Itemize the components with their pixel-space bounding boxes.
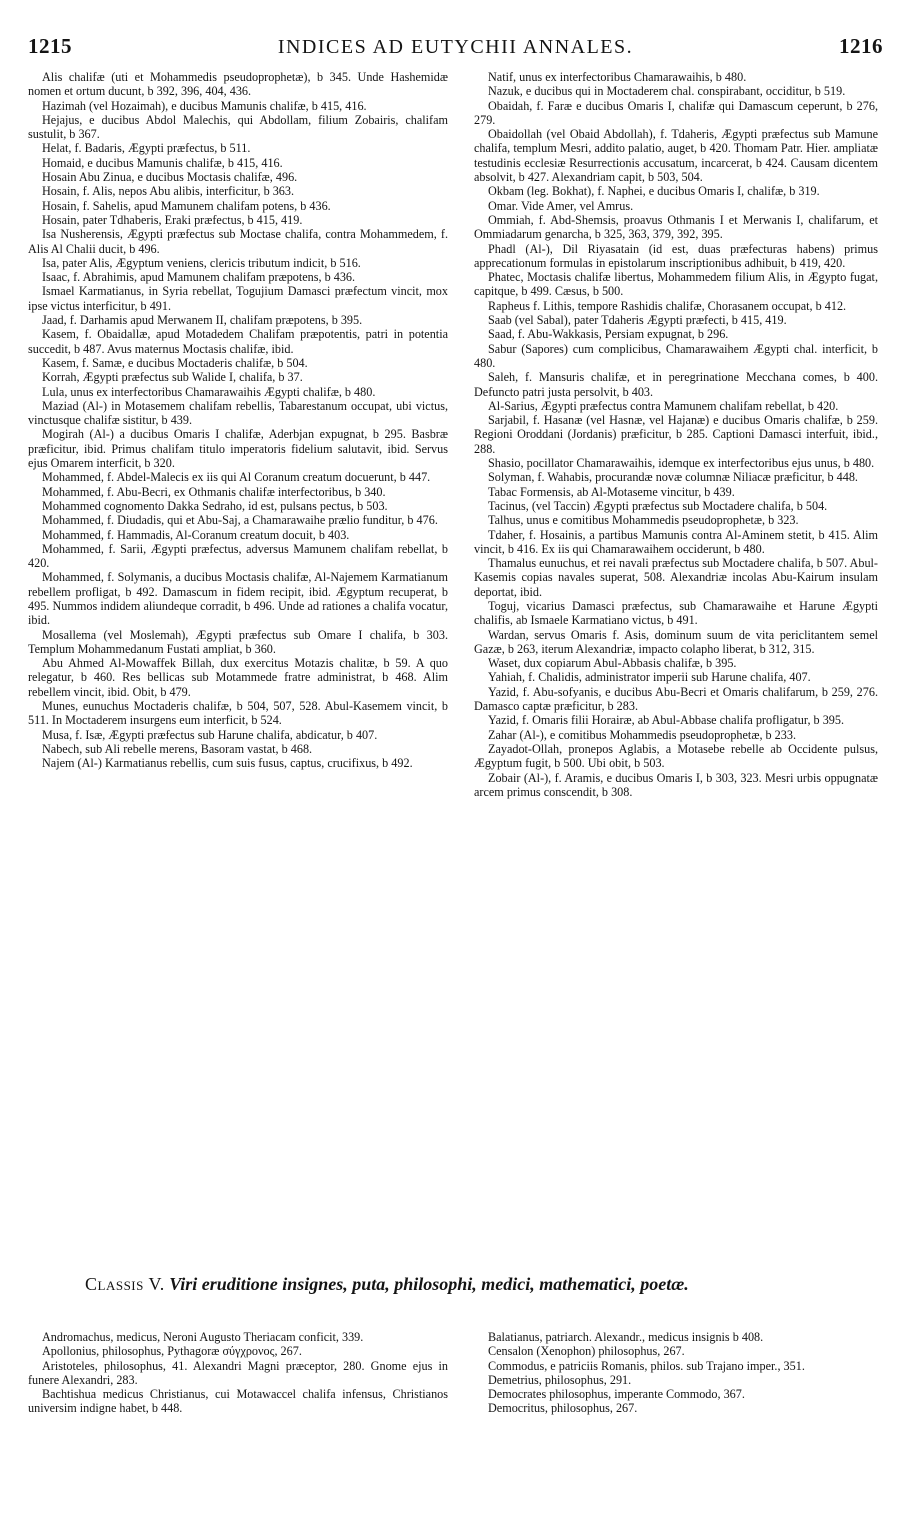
index-entry: Wardan, servus Omaris f. Asis, dominum suum de vita periclitantem semel Gazæ, b 263, iterum Alexandriæ, impacto colapho liberat, b 312, 315.	[474, 627, 878, 656]
index-entry: Jaad, f. Darhamis apud Merwanem II, chalifam præpotens, b 395.	[42, 313, 363, 328]
index-entry: Mohammed, f. Diudadis, qui et Abu-Saj, a Chamarawaihe prælio funditur, b 476.	[42, 513, 438, 528]
index-entry: Natif, unus ex interfectoribus Chamarawaihis, b 480.	[488, 70, 747, 84]
section-class-label: Classis V.	[85, 1274, 165, 1294]
index-entry: Hosain Abu Zinua, e ducibus Moctasis chalifæ, 496.	[42, 170, 298, 185]
index-entry: Abu Ahmed Al-Mowaffek Billah, dux exercitus Motazis chalitæ, b 59. A quo relegatur, b 460. Res bellicas sub Motammede fratre administrat, b 468. Alim rebellem vincit, ibid. Obit, b 479.	[28, 656, 448, 699]
index-entry: Mohammed, f. Abdel-Malecis ex iis qui Al Coranum creatum docuerunt, b 447.	[42, 470, 431, 485]
index-entry: Kasem, f. Obaidallæ, apud Motadedem Chalifam præpotentis, patri in potentia succedit, b 487. Avus maternus Moctasis chalifæ, ibid.	[28, 327, 448, 356]
running-title: INDICES AD EUTYCHII ANNALES.	[277, 36, 634, 58]
index-entry: Obaidollah (vel Obaid Abdollah), f. Tdaheris, Ægypti præfectus sub Mamune chalifa, templum Mesri, addito palatio, auget, b 420. Thomam Patr. Hier. ampliatæ testudinis ecclesiæ Resurrectionis accusatum, incarcerat, b 424. Causam dicentem absolvit, b 427. Alexandriam capit, b 503, 504.	[474, 127, 878, 185]
index-entry: Hejajus, e ducibus Abdol Malechis, qui Abdollam, filium Zobairis, chalifam sustulit, b 367.	[28, 112, 448, 142]
index-entry: Andromachus, medicus, Neroni Augusto Theriacam conficit, 339.	[42, 1330, 364, 1344]
index-entry: Yazid, f. Omaris filii Horairæ, ab Abul-Abbase chalifa profligatur, b 395.	[488, 713, 845, 728]
index-entry: Sabur (Sapores) cum complicibus, Chamarawaihem Ægypti chal. interficit, b 480.	[474, 341, 878, 370]
index-entry: Lula, unus ex interfectoribus Chamarawaihis Ægypti chalifæ, b 480.	[42, 384, 376, 399]
index-entry: Omar. Vide Amer, vel Amrus.	[488, 198, 634, 213]
index-entry: Hazimah (vel Hozaimah), e ducibus Mamunis chalifæ, b 415, 416.	[42, 98, 367, 113]
index-entry: Rapheus f. Lithis, tempore Rashidis chalifæ, Chorasanem occupat, b 412.	[488, 298, 847, 313]
index-entry: Democrates philosophus, imperante Commodo, 367.	[488, 1387, 745, 1402]
index-entry: Yahiah, f. Chalidis, administrator imperii sub Harune chalifa, 407.	[488, 670, 811, 685]
index-entry: Toguj, vicarius Damasci præfectus, sub Chamarawaihe et Harune Ægypti chalifis, ab Ismaele Karmatiano victus, b 491.	[474, 598, 878, 628]
index-entry: Ommiah, f. Abd-Shemsis, proavus Othmanis I et Merwanis I, chalifarum, et Ommiadarum genarcha, b 325, 363, 379, 392, 395.	[474, 212, 878, 242]
index-entry: Isa Nusherensis, Ægypti præfectus sub Moctase chalifa, contra Mohammedem, f. Alis Al Chalii ducit, b 496.	[28, 227, 448, 256]
index-entry: Homaid, e ducibus Mamunis chalifæ, b 415, 416.	[42, 155, 283, 170]
index-entry: Najem (Al-) Karmatianus rebellis, cum suis fusus, captus, crucifixus, b 492.	[42, 756, 413, 771]
index-entry: Sarjabil, f. Hasanæ (vel Hasnæ, vel Hajanæ) e ducibus Omaris chalifæ, b 259. Regioni Oroddani (Jordanis) præficitur, b 285. Captioni Damasci interfuit, ibid., 288.	[474, 413, 878, 456]
index-entry: Kasem, f. Samæ, e ducibus Moctaderis chalifæ, b 504.	[42, 355, 308, 370]
index-entry: Zobair (Al-), f. Aramis, e ducibus Omaris I, b 303, 323. Mesri urbis oppugnatæ arcem primus conscendit, b 308.	[474, 770, 878, 799]
index-entry: Saleh, f. Mansuris chalifæ, et in peregrinatione Mecchana comes, b 400. Defuncto patri justa persolvit, b 403.	[474, 370, 878, 399]
index-entry: Mogirah (Al-) a ducibus Omaris I chalifæ, Aderbjan expugnat, b 295. Basbræ præficitur, ibid. Primus chalifam titulo imperatoris fidelium salutavit, ibid. Servus ejus Omarem interficit, b 320.	[28, 427, 448, 471]
index-entry: Hosain, pater Tdhaberis, Eraki præfectus, b 415, 419.	[42, 212, 303, 227]
index-entry: Shasio, pocillator Chamarawaihis, idemque ex interfectoribus ejus unus, b 480.	[488, 456, 875, 471]
index-entry: Mosallema (vel Moslemah), Ægypti præfectus sub Omare I chalifa, b 303. Templum Mohammedanum Fustati ampliat, b 360.	[28, 627, 448, 656]
index-column-right	[474, 70, 878, 799]
section-title: Viri eruditione insignes, puta, philosophi, medici, mathematici, poetæ.	[169, 1274, 689, 1294]
index-entry: Hosain, f. Alis, nepos Abu alibis, interficitur, b 363.	[42, 184, 295, 199]
index-entry: Saab (vel Sabal), pater Tdaheris Ægypti præfecti, b 415, 419.	[488, 313, 787, 328]
index-entry: Thamalus eunuchus, et rei navali præfectus sub Moctadere chalifa, b 507. Abul-Kasemis copias navales superat, 508. Alexandriæ incolas Abu-Kairum insulam deportat, ibid.	[474, 556, 878, 599]
index-entry: Isa, pater Alis, Ægyptum veniens, clericis tributum indicit, b 516.	[42, 255, 361, 270]
index-entry: Isaac, f. Abrahimis, apud Mamunem chalifam præpotens, b 436.	[42, 270, 356, 285]
section-column-left	[28, 1330, 448, 1416]
index-entry: Nabech, sub Ali rebelle merens, Basoram vastat, b 468.	[42, 741, 313, 756]
index-entry: Nazuk, e ducibus qui in Moctaderem chal. conspirabant, occiditur, b 519.	[488, 84, 846, 99]
index-entry: Censalon (Xenophon) philosophus, 267.	[488, 1344, 685, 1359]
index-entry: Democritus, philosophus, 267.	[488, 1401, 638, 1416]
index-entry: Musa, f. Isæ, Ægypti præfectus sub Harune chalifa, abdicatur, b 407.	[42, 727, 378, 742]
page-header	[28, 34, 883, 64]
index-entry: Phatec, Moctasis chalifæ libertus, Mohammedem filium Alis, in Ægypto fugat, capitque, b 499. Cæsus, b 500.	[474, 270, 878, 299]
index-entry: Mohammed, f. Abu-Becri, ex Othmanis chalifæ interfectoribus, b 340.	[42, 484, 386, 499]
index-entry: Alis chalifæ (uti et Mohammedis pseudoprophetæ), b 345. Unde Hashemidæ nomen et ortum ducunt, b 392, 396, 404, 436.	[28, 70, 448, 99]
index-entry: Maziad (Al-) in Motasemem chalifam rebellis, Tabarestanum occupat, ubi victus, vinctusque chalifæ sistitur, b 439.	[28, 398, 448, 428]
page-number-left: 1215	[28, 34, 72, 58]
index-entry: Waset, dux copiarum Abul-Abbasis chalifæ, b 395.	[488, 656, 737, 671]
index-entry: Bachtishua medicus Christianus, cui Motawaccel chalifa infensus, Christianos universim indigne habet, b 448.	[28, 1387, 448, 1416]
index-entry: Korrah, Ægypti præfectus sub Walide I, chalifa, b 37.	[42, 370, 303, 385]
index-entry: Balatianus, patriarch. Alexandr., medicus insignis b 408.	[488, 1330, 764, 1344]
index-entry: Tabac Formensis, ab Al-Motaseme vincitur, b 439.	[488, 484, 735, 499]
index-entry: Demetrius, philosophus, 291.	[488, 1372, 632, 1387]
index-entry: Ismael Karmatianus, in Syria rebellat, Togujium Damasci præfectum vincit, mox ipse victus interficitur, b 491.	[28, 284, 448, 313]
index-entry: Saad, f. Abu-Wakkasis, Persiam expugnat, b 296.	[488, 327, 729, 342]
index-entry: Al-Sarius, Ægypti præfectus contra Mamunem chalifam rebellat, b 420.	[488, 398, 839, 413]
index-entry: Apollonius, philosophus, Pythagoræ σύγχρονος, 267.	[42, 1344, 302, 1359]
index-entry: Tacinus, (vel Taccin) Ægypti præfectus sub Moctadere chalifa, b 504.	[488, 498, 828, 513]
index-entry: Mohammed, f. Hammadis, Al-Coranum creatum docuit, b 403.	[42, 527, 350, 542]
index-entry: Helat, f. Badaris, Ægypti præfectus, b 511.	[42, 141, 251, 156]
index-entry: Zahar (Al-), e comitibus Mohammedis pseudoprophetæ, b 233.	[488, 727, 797, 742]
page-number-right: 1216	[838, 34, 883, 58]
index-entry: Okbam (leg. Bokhat), f. Naphei, e ducibus Omaris I, chalifæ, b 319.	[488, 184, 820, 199]
index-column-left	[28, 70, 448, 771]
index-entry: Munes, eunuchus Moctaderis chalifæ, b 504, 507, 528. Abul-Kasemem vincit, b 511. In Moctaderem insurgens eum interficit, b 524.	[28, 699, 448, 728]
index-entry: Zayadot-Ollah, pronepos Aglabis, a Motasebe rebelle ab Occidente pulsus, Ægyptum fugit, b 500. Ubi obit, b 503.	[474, 741, 878, 771]
index-entry: Talhus, unus e comitibus Mohammedis pseudoprophetæ, b 323.	[488, 513, 799, 528]
index-entry: Mohammed, f. Sarii, Ægypti præfectus, adversus Mamunem chalifam rebellat, b 420.	[28, 541, 448, 571]
section-heading	[85, 1274, 689, 1295]
index-entry: Obaidah, f. Faræ e ducibus Omaris I, chalifæ qui Damascum ceperunt, b 276, 279.	[474, 98, 878, 127]
index-entry: Mohammed, f. Solymanis, a ducibus Moctasis chalifæ, Al-Najemem Karmatianum rebellem profligat, b 492. Damascum in fidem recipit, ibid. Ægyptum recuperat, b 495. Nummos indidem aliundeque corradit, b 496. Unde ad rationes a chalifa vocatur, ibid.	[28, 570, 448, 628]
index-entry: Hosain, f. Sahelis, apud Mamunem chalifam potens, b 436.	[42, 198, 331, 213]
section-column-right	[474, 1330, 878, 1416]
index-entry: Mohammed cognomento Dakka Sedraho, id est, pulsans pectus, b 503.	[42, 498, 388, 513]
index-entry: Phadl (Al-), Dil Riyasatain (id est, duas præfecturas habens) primus apprecationum formulas in epistolarum inscriptionibus adhibuit, b 419, 420.	[474, 241, 878, 270]
index-entry: Yazid, f. Abu-sofyanis, e ducibus Abu-Becri et Omaris chalifarum, b 259, 276. Damasco captæ præficitur, b 283.	[474, 684, 878, 714]
index-entry: Solyman, f. Wahabis, procurandæ novæ columnæ Niliacæ præficitur, b 448.	[488, 470, 858, 485]
index-entry: Tdaher, f. Hosainis, a partibus Mamunis contra Al-Aminem stetit, b 415. Alim vincit, b 416. Ex iis qui Chamarawaihem occiderunt, b 480.	[474, 527, 878, 556]
index-entry: Aristoteles, philosophus, 41. Alexandri Magni præceptor, 280. Gnome ejus in funere Alexandri, 283.	[28, 1358, 448, 1387]
index-entry: Commodus, e patriciis Romanis, philos. sub Trajano imper., 351.	[488, 1358, 805, 1373]
